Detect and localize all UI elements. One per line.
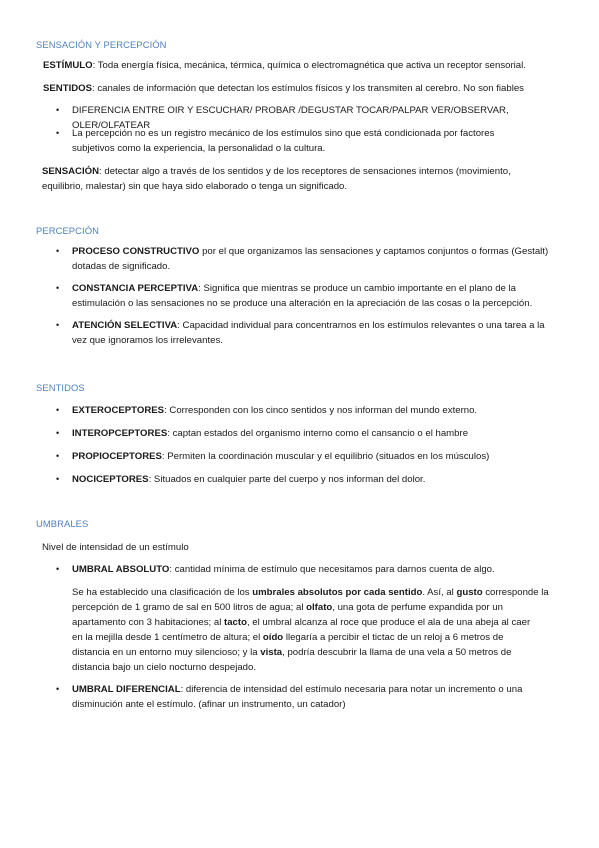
- item-text: : captan estados del organismo interno como el cansancio o el hambre: [167, 428, 469, 439]
- list-item: [36, 682, 576, 712]
- item-text-line-1: : Significa que mientras se produce un cambio importante en el plano de la: [198, 283, 517, 294]
- bullet-text: DIFERENCIA ENTRE OIR Y ESCUCHAR/ PROBAR /DEGUSTAR TOCAR/PALPAR VER/OBSERVAR, OLER/OLFATEAR: [72, 105, 509, 131]
- item-term: UMBRAL DIFERENCIAL: [72, 684, 181, 695]
- definition-sentidos-text: : canales de información que detectan los estímulos físicos y los transmiten al cerebro. No son fiables: [92, 83, 524, 94]
- list-item: [36, 562, 576, 577]
- umbrales-sentidos-paragraph: [36, 585, 576, 675]
- umbrales-intro: Nivel de intensidad de un estímulo: [42, 542, 189, 553]
- bullet-icon: •: [56, 684, 60, 694]
- item-text: : Permiten la coordinación muscular y el equilibrio (situados en los músculos): [161, 451, 490, 462]
- list-item: [36, 244, 576, 274]
- item-text-line-1: por el que organizamos las sensaciones y captamos conjuntos o formas (Gestalt): [199, 246, 549, 257]
- paragraph-bold: vista: [260, 647, 283, 658]
- bullet-icon: •: [56, 405, 60, 415]
- item-text-line-2: vez que ignoramos los irrelevantes.: [72, 335, 223, 346]
- item-text: : cantidad mínima de estímulo que necesitamos para darnos cuenta de algo.: [169, 564, 495, 575]
- list-item: [36, 472, 576, 487]
- definition-sensacion-line-2: equilibrio, malestar) sin que haya sido elaborado o tenga un significado.: [42, 181, 348, 192]
- paragraph-text: percepción de 1 gramo de sal en 500 litros de agua; al: [72, 602, 307, 613]
- definition-sensacion-line-1: : detectar algo a través de los sentidos y de los receptores de sensaciones internos (movimiento,: [99, 166, 511, 177]
- bullet-text-line-2: subjetivos como la experiencia, la personalidad o la cultura.: [72, 143, 326, 154]
- bullet-icon: •: [56, 428, 60, 438]
- item-text-line-2: dotadas de significado.: [72, 261, 171, 272]
- heading-percepcion: PERCEPCIÓN: [36, 225, 99, 236]
- item-text-line-1: : Capacidad individual para concentrarnos en los estímulos relevantes o una tarea a la: [177, 320, 545, 331]
- paragraph-bold: gusto: [456, 587, 483, 598]
- item-term: ATENCIÓN SELECTIVA: [72, 320, 178, 331]
- item-term: EXTEROCEPTORES: [72, 405, 165, 416]
- paragraph-text: . Así, al: [422, 587, 457, 598]
- bullet-icon: •: [56, 246, 60, 256]
- item-text-line-2: disminución ante el estímulo. (afinar un instrumento, un catador): [72, 699, 346, 710]
- item-text: : Situados en cualquier parte del cuerpo y nos informan del dolor.: [148, 474, 426, 485]
- percepcion-item-list: [36, 244, 576, 348]
- item-text-line-1: : diferencia de intensidad del estímulo necesaria para notar un incremento o una: [180, 684, 523, 695]
- paragraph-line-3: [36, 615, 576, 630]
- heading-sentidos: SENTIDOS: [36, 382, 85, 393]
- bullet-icon: •: [56, 128, 60, 138]
- item-term: PROCESO CONSTRUCTIVO: [72, 246, 200, 257]
- item-term: INTEROPCEPTORES: [72, 428, 168, 439]
- paragraph-text: apartamento con 3 habitaciones; al: [72, 617, 225, 628]
- list-item: [36, 318, 576, 348]
- paragraph-text: , el umbral alcanza al roce que produce el ala de una abeja al caer: [246, 617, 531, 628]
- heading-sensacion-percepcion: SENSACIÓN Y PERCEPCIÓN: [36, 39, 167, 50]
- paragraph-bold: tacto: [224, 617, 247, 628]
- item-text-line-2: estimulación o las sensaciones no se produce una alteración en la apreciación de las cosas o la percepción.: [72, 298, 533, 309]
- list-item: [36, 126, 576, 156]
- paragraph-text: distancia en un entorno muy silencioso; y la: [72, 647, 261, 658]
- item-term: PROPIOCEPTORES: [72, 451, 162, 462]
- term-sentidos: SENTIDOS: [43, 83, 93, 94]
- item-term: CONSTANCIA PERCEPTIVA: [72, 283, 199, 294]
- list-item: [36, 281, 576, 311]
- paragraph-text: , podría descubrir la llama de una vela a 50 metros de: [282, 647, 512, 658]
- list-item: [36, 426, 576, 441]
- definition-sentidos: [36, 81, 524, 96]
- paragraph-bold: umbrales absolutos por cada sentido: [252, 587, 423, 598]
- paragraph-text: , una gota de perfume expandida por un: [332, 602, 503, 613]
- percepcion-note-list: [36, 126, 576, 156]
- definition-estimulo-text: : Toda energía física, mecánica, térmica, química o electromagnética que activa un receptor sensorial.: [92, 60, 526, 71]
- paragraph-line-4: [36, 630, 576, 645]
- bullet-icon: •: [56, 105, 60, 115]
- paragraph-line-1: [36, 585, 576, 600]
- paragraph-bold: olfato: [306, 602, 333, 613]
- item-text: : Corresponden con los cinco sentidos y nos informan del mundo externo.: [164, 405, 478, 416]
- umbral-diferencial-list: [36, 682, 576, 712]
- list-item: [36, 403, 576, 418]
- term-sensacion: SENSACIÓN: [42, 166, 100, 177]
- list-item: [36, 449, 576, 464]
- definition-estimulo: [36, 58, 526, 73]
- definition-sensacion: [42, 164, 511, 194]
- item-term: UMBRAL ABSOLUTO: [72, 564, 170, 575]
- bullet-icon: •: [56, 451, 60, 461]
- bullet-icon: •: [56, 320, 60, 330]
- bullet-text-line-1: La percepción no es un registro mecánico de los estímulos sino que está condicionada por factores: [72, 128, 495, 139]
- item-term: NOCICEPTORES: [72, 474, 149, 485]
- sentidos-item-list: [36, 403, 576, 487]
- bullet-icon: •: [56, 474, 60, 484]
- term-estimulo: ESTÍMULO: [43, 60, 93, 71]
- paragraph-text: en la mejilla desde 1 centímetro de altura; el: [72, 632, 263, 643]
- paragraph-bold: oído: [262, 632, 284, 643]
- paragraph-line-2: [36, 600, 576, 615]
- umbral-absoluto-list: [36, 562, 576, 577]
- paragraph-text: llegaría a percibir el tictac de un reloj a 6 metros de: [283, 632, 504, 643]
- bullet-icon: •: [56, 283, 60, 293]
- paragraph-text: Se ha establecido una clasificación de los: [72, 587, 253, 598]
- bullet-icon: •: [56, 564, 60, 574]
- paragraph-line-5: [36, 645, 576, 660]
- paragraph-text: distancia bajo un cielo nocturno despejado.: [72, 662, 257, 673]
- paragraph-line-6: [36, 660, 576, 675]
- heading-umbrales: UMBRALES: [36, 518, 89, 529]
- paragraph-text: corresponde la: [482, 587, 549, 598]
